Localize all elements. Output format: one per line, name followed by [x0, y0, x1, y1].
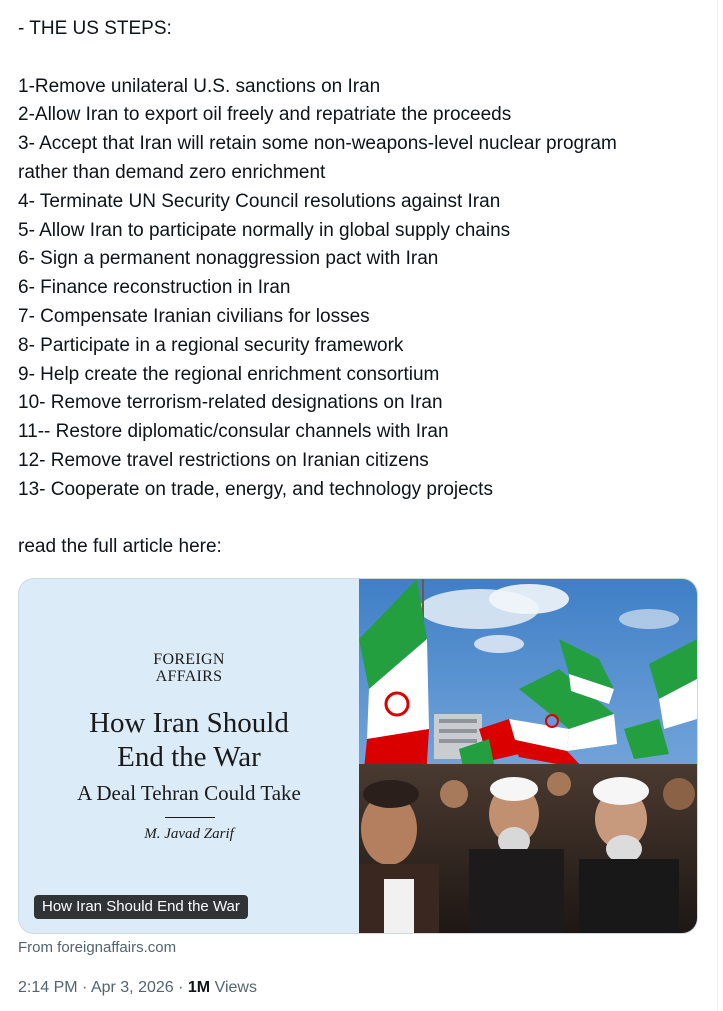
step-item: 5- Allow Iran to participate normally in global supply chains — [18, 219, 511, 241]
masthead-line: FOREIGN — [153, 651, 225, 668]
tweet-header: - THE US STEPS: — [18, 18, 172, 39]
article-title-line: End the War — [117, 741, 261, 773]
article-title — [19, 706, 359, 774]
publication-logo — [19, 651, 359, 685]
timeline-border — [717, 0, 718, 1011]
step-item: 3- Accept that Iran will retain some non-weapons-level nuclear program — [18, 133, 617, 155]
step-item: 4- Terminate UN Security Council resolutions against Iran — [18, 190, 501, 212]
step-item: 6- Sign a permanent nonaggression pact with Iran — [18, 248, 439, 270]
tweet-time[interactable]: 2:14 PM — [18, 979, 78, 996]
tweet-date[interactable]: Apr 3, 2026 — [90, 979, 174, 996]
card-source-link[interactable]: From foreignaffairs.com — [18, 939, 177, 956]
tweet-meta — [18, 978, 257, 998]
step-item: 1-Remove unilateral U.S. sanctions on Iran — [18, 75, 381, 97]
step-item: 11-- Restore diplomatic/consular channels with Iran — [18, 421, 449, 443]
step-item: 8- Participate in a regional security framework — [18, 334, 404, 356]
tweet-footer-text: read the full article here: — [18, 536, 222, 558]
step-item: 6- Finance reconstruction in Iran — [18, 277, 291, 299]
blank-line — [18, 44, 698, 73]
step-item: 9- Help create the regional enrichment consortium — [18, 363, 440, 385]
meta-separator: · — [82, 979, 88, 996]
step-item: 13- Cooperate on trade, energy, and technology projects — [18, 478, 493, 500]
protest-photo-icon — [359, 579, 697, 933]
views-label: Views — [214, 979, 257, 996]
masthead-line: AFFAIRS — [155, 668, 223, 685]
card-title-badge: How Iran Should End the War — [34, 895, 248, 919]
views-count: 1M — [187, 979, 211, 996]
step-item: 10- Remove terrorism-related designations on Iran — [18, 392, 443, 414]
article-byline: M. Javad Zarif — [144, 826, 234, 842]
step-item: 7- Compensate Iranian civilians for losses — [18, 305, 370, 327]
divider — [165, 817, 215, 818]
protest-photo — [359, 579, 697, 933]
article-title-line: How Iran Should — [89, 707, 289, 739]
meta-separator: · — [178, 979, 184, 996]
step-item: 2-Allow Iran to export oil freely and repatriate the proceeds — [18, 104, 512, 126]
blank-line — [18, 505, 698, 534]
link-card[interactable] — [18, 578, 698, 934]
step-item: rather than demand zero enrichment — [18, 161, 326, 183]
tweet-text — [18, 15, 698, 562]
article-subtitle: A Deal Tehran Could Take — [77, 781, 301, 805]
step-item: 12- Remove travel restrictions on Iranian citizens — [18, 449, 429, 471]
card-cover — [19, 579, 359, 933]
